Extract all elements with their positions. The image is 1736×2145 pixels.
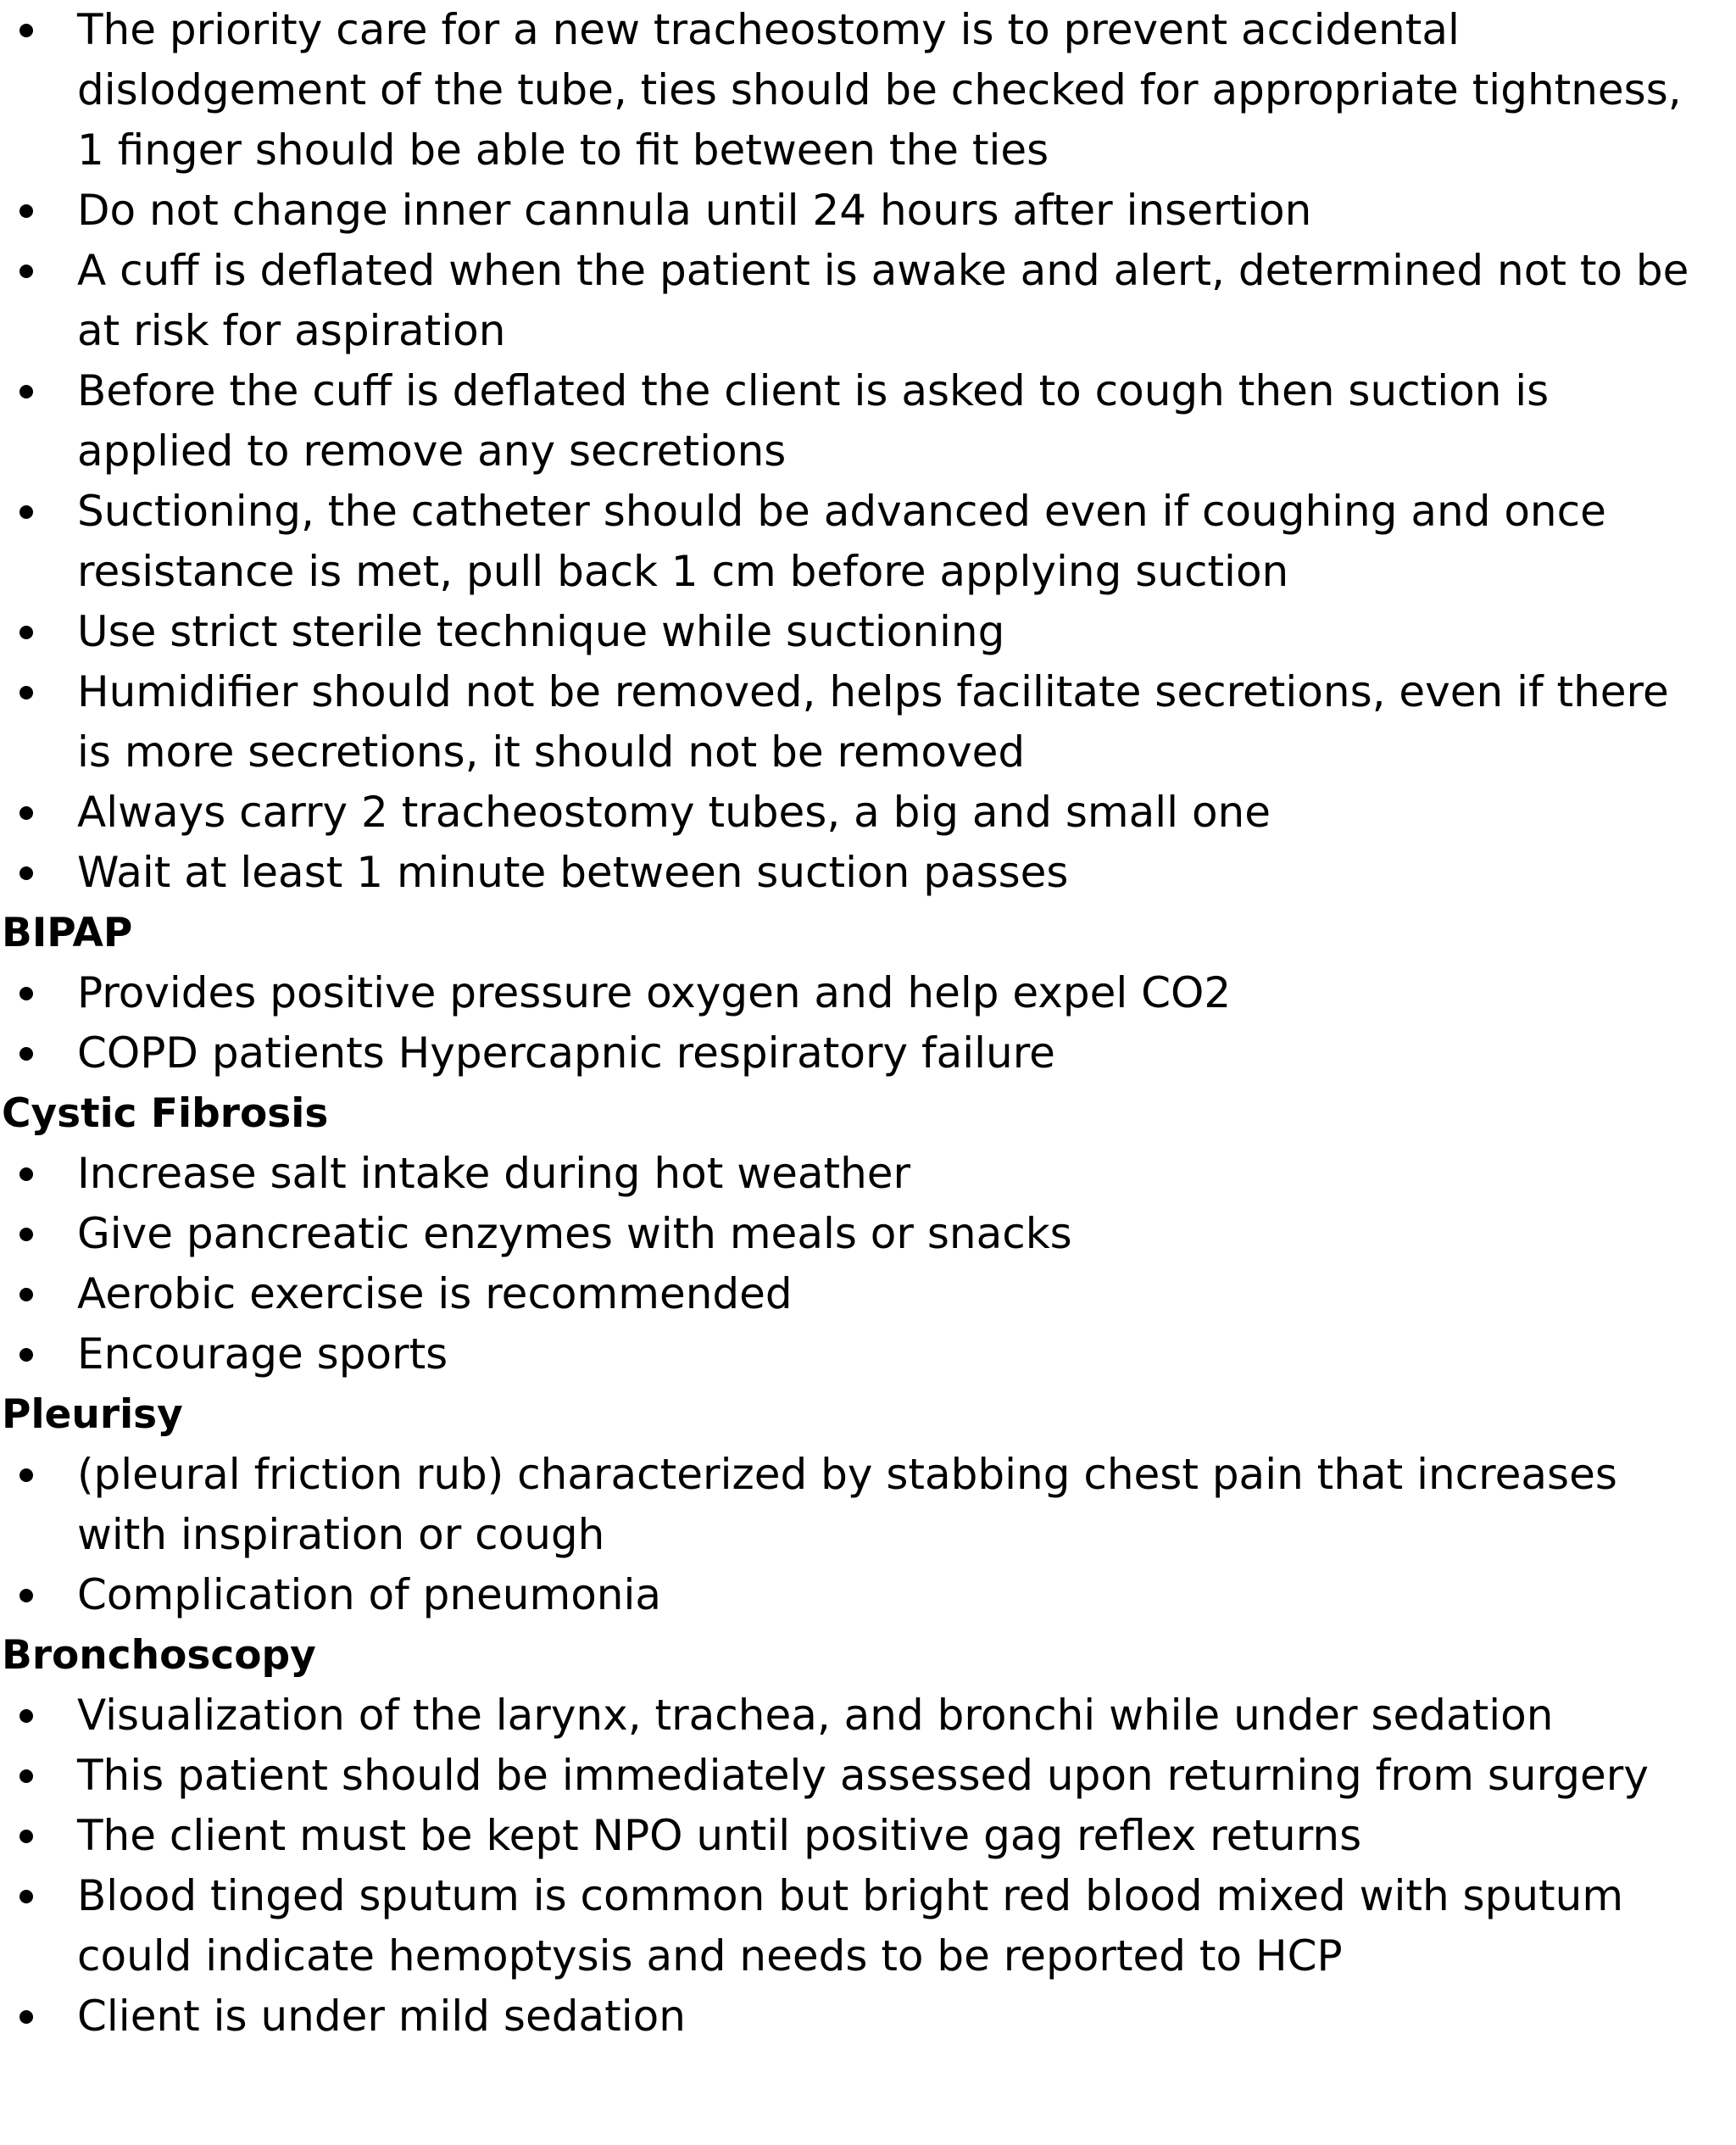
list-item — [0, 1324, 1736, 1384]
list-item — [0, 1144, 1736, 1204]
section-heading: Bronchoscopy — [2, 1632, 316, 1679]
bullet-icon — [19, 806, 33, 820]
section-tracheostomy — [0, 0, 1736, 903]
bullet-icon — [19, 24, 33, 37]
list-item — [0, 1445, 1736, 1565]
list-item — [0, 1204, 1736, 1264]
list-item-text: This patient should be immediately assessed upon returning from surgery — [77, 1751, 1649, 1800]
list-item — [0, 0, 1736, 181]
section-bipap — [0, 903, 1736, 1084]
list-item-text: Provides positive pressure oxygen and help expel CO2 — [77, 968, 1232, 1017]
list-item — [0, 1565, 1736, 1625]
list-item — [0, 1866, 1736, 1986]
tracheostomy-list — [0, 0, 1736, 903]
bullet-icon — [19, 2010, 33, 2024]
list-item — [0, 1023, 1736, 1084]
bullet-icon — [19, 1769, 33, 1783]
list-item — [0, 662, 1736, 783]
list-item-text: Use strict sterile technique while suctioning — [77, 607, 1005, 656]
list-item — [0, 783, 1736, 843]
bullet-icon — [19, 1709, 33, 1723]
list-item-text: Complication of pneumonia — [77, 1570, 662, 1619]
bullet-icon — [19, 1468, 33, 1482]
list-item-text: Client is under mild sedation — [77, 1992, 686, 2041]
list-item — [0, 602, 1736, 662]
list-item — [0, 241, 1736, 361]
list-item-text: Increase salt intake during hot weather — [77, 1149, 911, 1198]
bullet-icon — [19, 265, 33, 278]
bullet-icon — [19, 385, 33, 398]
bullet-icon — [19, 866, 33, 880]
list-item — [0, 1264, 1736, 1324]
list-item-text: A cuff is deflated when the patient is awake and alert, determined not to be at risk for aspiration — [77, 246, 1689, 355]
bullet-icon — [19, 204, 33, 218]
bullet-icon — [19, 1830, 33, 1843]
list-item — [0, 1986, 1736, 2047]
list-item-text: Before the cuff is deflated the client is asked to cough then suction is applied to remove any secretions — [77, 366, 1550, 476]
list-item — [0, 1746, 1736, 1806]
bullet-icon — [19, 1348, 33, 1362]
list-item-text: Encourage sports — [77, 1329, 448, 1379]
bullet-icon — [19, 1167, 33, 1181]
list-item — [0, 1806, 1736, 1866]
list-item-text: (pleural friction rub) characterized by stabbing chest pain that increases with inspiration or cough — [77, 1450, 1617, 1559]
bullet-icon — [19, 686, 33, 699]
section-heading: Pleurisy — [2, 1391, 183, 1438]
cystic-fibrosis-list — [0, 1144, 1736, 1384]
list-item — [0, 843, 1736, 903]
bullet-icon — [19, 1047, 33, 1061]
list-item-text: COPD patients Hypercapnic respiratory failure — [77, 1028, 1055, 1078]
section-heading: BIPAP — [2, 910, 133, 956]
list-item-text: Suctioning, the catheter should be advanced even if coughing and once resistance is met, pull back 1 cm before applying suction — [77, 487, 1606, 596]
list-item-text: Give pancreatic enzymes with meals or snacks — [77, 1209, 1072, 1258]
bullet-icon — [19, 987, 33, 1000]
list-item-text: Aerobic exercise is recommended — [77, 1269, 793, 1318]
bullet-icon — [19, 1228, 33, 1241]
bullet-icon — [19, 505, 33, 519]
bullet-icon — [19, 626, 33, 639]
list-item — [0, 1685, 1736, 1746]
bipap-list — [0, 963, 1736, 1084]
list-item — [0, 181, 1736, 241]
list-item-text: Always carry 2 tracheostomy tubes, a big and small one — [77, 788, 1271, 837]
section-cystic-fibrosis — [0, 1084, 1736, 1384]
pleurisy-list — [0, 1445, 1736, 1625]
list-item-text: The priority care for a new tracheostomy is to prevent accidental dislodgement of the tube, ties should be checked for appropriate tightness, 1 finger should be able to fit between the ties — [77, 5, 1682, 175]
bullet-icon — [19, 1288, 33, 1301]
list-item — [0, 963, 1736, 1023]
list-item-text: Humidifier should not be removed, helps facilitate secretions, even if there is more secretions, it should not be removed — [77, 667, 1669, 777]
section-pleurisy — [0, 1384, 1736, 1625]
section-bronchoscopy — [0, 1625, 1736, 2047]
list-item — [0, 361, 1736, 482]
bullet-icon — [19, 1890, 33, 1903]
list-item-text: Visualization of the larynx, trachea, and bronchi while under sedation — [77, 1691, 1554, 1740]
list-item — [0, 482, 1736, 602]
section-heading: Cystic Fibrosis — [2, 1090, 329, 1137]
list-item-text: The client must be kept NPO until positive gag reflex returns — [77, 1811, 1362, 1860]
list-item-text: Wait at least 1 minute between suction passes — [77, 848, 1069, 897]
list-item-text: Blood tinged sputum is common but bright red blood mixed with sputum could indicate hemoptysis and needs to be reported to HCP — [77, 1871, 1624, 1981]
bullet-icon — [19, 1589, 33, 1602]
list-item-text: Do not change inner cannula until 24 hours after insertion — [77, 186, 1312, 235]
bronchoscopy-list — [0, 1685, 1736, 2047]
